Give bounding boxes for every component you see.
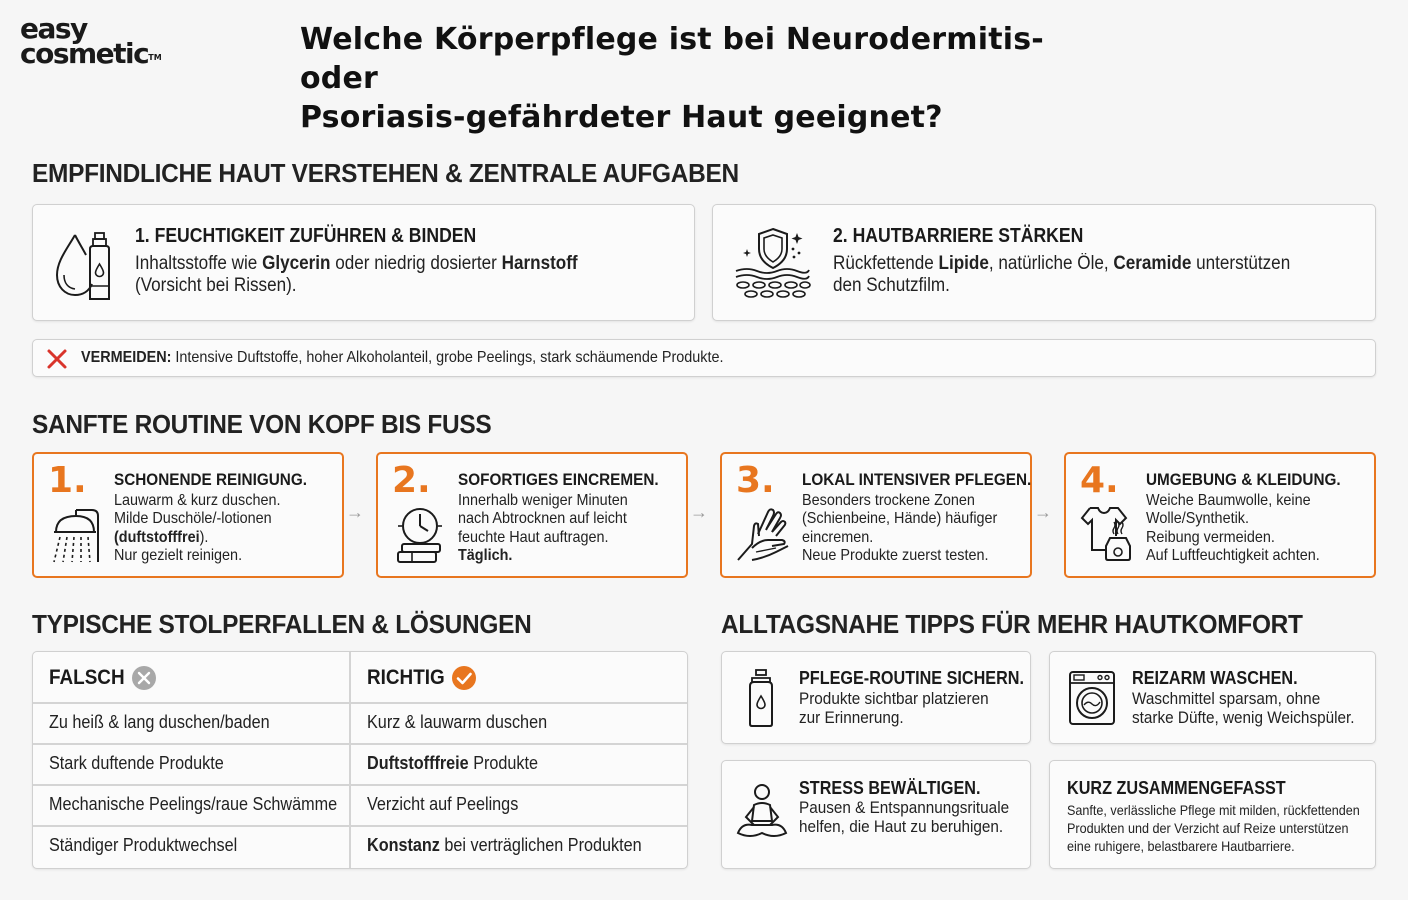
right-cell: Kurz & lauwarm duschen xyxy=(367,712,548,732)
shower-icon xyxy=(48,506,102,564)
step-description: Weiche Baumwolle, keine Wolle/Synthetik. Reibung vermeiden. Auf Luftfeuchtigkeit achten. xyxy=(1146,492,1320,564)
summary-text: Sanfte, verlässliche Pflege mit milden, rückfettenden Produkten und der Verzicht auf Reize unterstützen eine ruhigere, belastbarere Hautbarriere. xyxy=(1067,802,1360,854)
x-mark-icon xyxy=(47,349,67,369)
right-cell: Duftstofffreie Produkte xyxy=(367,753,539,773)
arrow-icon: → xyxy=(690,502,708,522)
check-circle-icon xyxy=(451,665,477,691)
tip-card-routine xyxy=(721,651,1031,744)
tip-card-washing xyxy=(1049,651,1376,744)
tip-title: PFLEGE-ROUTINE SICHERN. xyxy=(799,668,1025,688)
clock-towel-icon xyxy=(394,506,444,564)
step-description: Innerhalb weniger Minuten nach Abtrocknen auf leicht feuchte Haut auftragen. Täglich. xyxy=(458,492,628,564)
page-title-line1: Welche Körperpflege ist bei Neurodermitis- oder xyxy=(300,22,1044,96)
moisture-card xyxy=(32,204,695,321)
barrier-card-text: Rückfettende Lipide, natürliche Öle, Ceramide unterstützen den Schutzfilm. xyxy=(833,253,1291,296)
step-card-2 xyxy=(376,452,688,578)
lotion-bottle-icon xyxy=(746,668,776,728)
moisture-card-title: 1. FEUCHTIGKEIT ZUFÜHREN & BINDEN xyxy=(135,225,477,247)
step-card-3 xyxy=(720,452,1032,578)
tip-title: STRESS BEWÄLTIGEN. xyxy=(799,778,981,798)
row-divider xyxy=(33,743,687,745)
wrong-cell: Mechanische Peelings/raue Schwämme xyxy=(49,794,338,814)
avoid-text: VERMEIDEN: Intensive Duftstoffe, hoher Alkoholanteil, grobe Peelings, stark schäumende Produkte. xyxy=(81,349,724,366)
barrier-card xyxy=(712,204,1376,321)
wrong-cell: Ständiger Produktwechsel xyxy=(49,835,238,855)
section-heading-pitfalls: TYPISCHE STOLPERFALLEN & LÖSUNGEN xyxy=(32,609,532,639)
page-title-line2: Psoriasis-gefährdeter Haut geeignet? xyxy=(300,100,943,135)
wrong-cell: Stark duftende Produkte xyxy=(49,753,224,773)
step-number: 2. xyxy=(392,460,431,501)
step-title: LOKAL INTENSIVER PFLEGEN. xyxy=(802,470,1032,489)
step-title: UMGEBUNG & KLEIDUNG. xyxy=(1146,470,1341,489)
step-title: SCHONENDE REINIGUNG. xyxy=(114,470,307,489)
tip-text: Produkte sichtbar platzieren zur Erinnerung. xyxy=(799,689,989,727)
shield-skin-barrier-icon xyxy=(733,225,811,301)
col-wrong-header: FALSCH xyxy=(49,666,125,689)
right-cell: Konstanz bei verträglichen Produkten xyxy=(367,835,642,855)
step-card-1 xyxy=(32,452,344,578)
moisture-card-text: Inhaltsstoffe wie Glycerin oder niedrig dosierter Harnstoff (Vorsicht bei Rissen). xyxy=(135,253,578,296)
tip-title: REIZARM WASCHEN. xyxy=(1132,668,1298,688)
hands-cream-icon xyxy=(736,504,792,564)
step-number: 1. xyxy=(48,460,87,501)
summary-title: KURZ ZUSAMMENGEFASST xyxy=(1067,778,1286,798)
step-number: 4. xyxy=(1080,460,1119,501)
tip-text: Pausen & Entspannungsrituale helfen, die Haut zu beruhigen. xyxy=(799,798,1010,836)
step-number: 3. xyxy=(736,460,775,501)
brand-line2: cosmetic xyxy=(20,37,149,70)
tshirt-humidifier-icon xyxy=(1080,506,1138,562)
brand-logo xyxy=(20,12,162,70)
section-heading-skin: EMPFINDLICHE HAUT VERSTEHEN & ZENTRALE AUFGABEN xyxy=(32,158,739,188)
barrier-card-title: 2. HAUTBARRIERE STÄRKEN xyxy=(833,225,1084,247)
arrow-icon: → xyxy=(1034,502,1052,522)
tip-card-stress xyxy=(721,760,1031,869)
row-divider xyxy=(33,702,687,704)
column-divider xyxy=(349,652,351,868)
step-title: SOFORTIGES EINCREMEN. xyxy=(458,470,659,489)
section-heading-routine: SANFTE ROUTINE VON KOPF BIS FUSS xyxy=(32,409,492,439)
summary-card xyxy=(1049,760,1376,869)
meditation-icon xyxy=(734,783,790,841)
arrow-icon: → xyxy=(346,502,364,522)
section-heading-tips: ALLTAGSNAHE TIPPS FÜR MEHR HAUTKOMFORT xyxy=(721,609,1303,639)
wrong-cell: Zu heiß & lang duschen/baden xyxy=(49,712,270,732)
right-cell: Verzicht auf Peelings xyxy=(367,794,519,814)
trademark: TM xyxy=(148,53,162,62)
row-divider xyxy=(33,784,687,786)
step-description: Besonders trockene Zonen (Schienbeine, Hände) häufiger eincremen. Neue Produkte zuerst testen. xyxy=(802,492,998,564)
row-divider xyxy=(33,825,687,827)
step-card-4 xyxy=(1064,452,1376,578)
step-description: Lauwarm & kurz duschen. Milde Duschöle/-lotionen (duftstofffrei). Nur gezielt reinigen. xyxy=(114,492,281,564)
brand-line1: easy xyxy=(20,12,87,45)
col-right-header: RICHTIG xyxy=(367,666,445,689)
page-title xyxy=(300,20,1100,137)
avoid-banner xyxy=(32,339,1376,377)
washing-machine-icon xyxy=(1068,670,1116,726)
x-circle-icon xyxy=(131,665,157,691)
pitfalls-table xyxy=(32,651,688,869)
tip-text: Waschmittel sparsam, ohne starke Düfte, wenig Weichspüler. xyxy=(1132,689,1355,727)
water-drop-bottle-icon xyxy=(53,231,115,303)
